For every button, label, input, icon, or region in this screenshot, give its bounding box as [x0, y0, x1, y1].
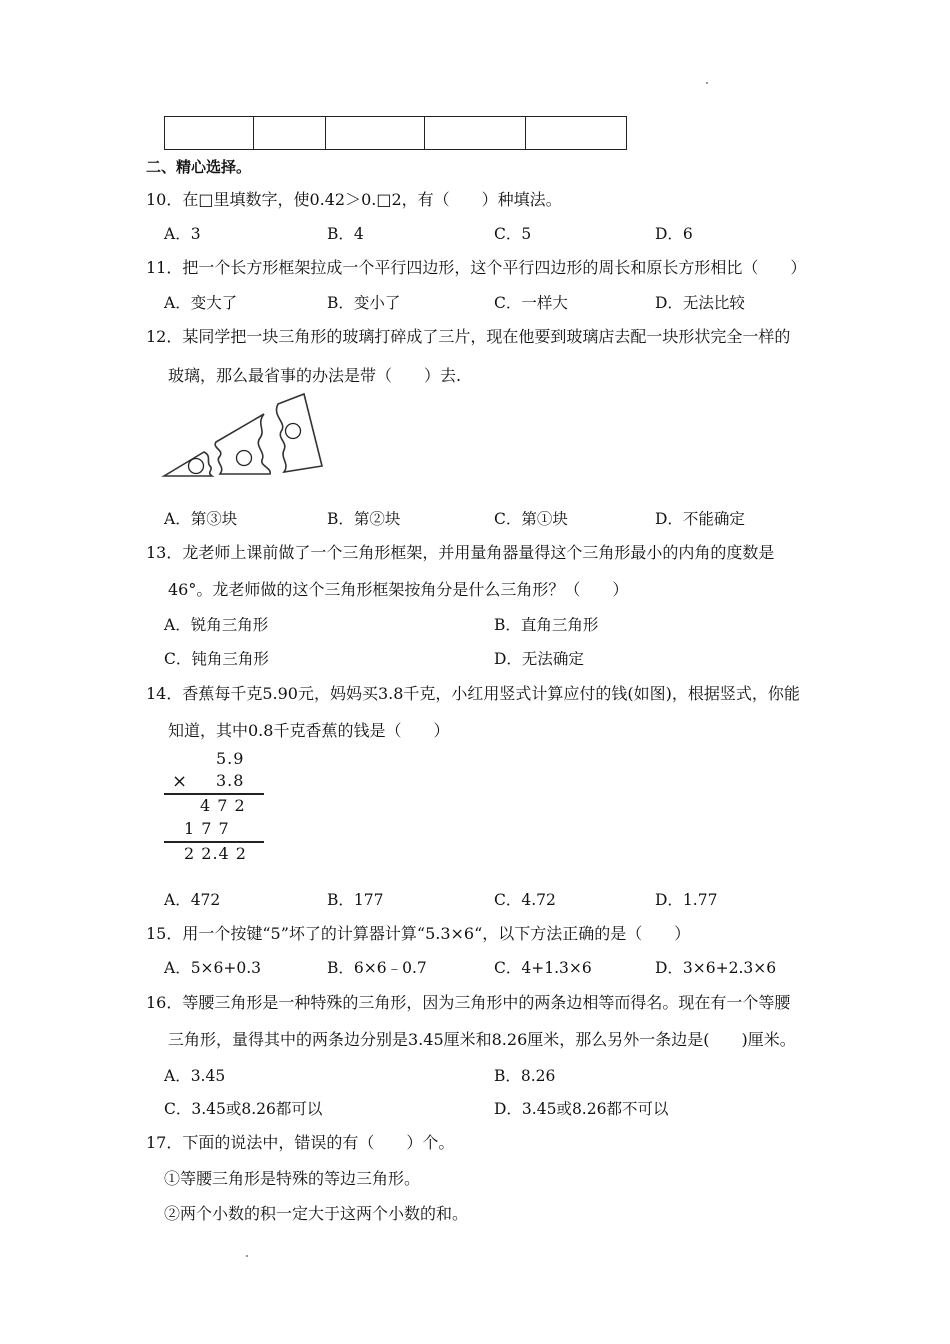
section-title: 二、精心选择。 — [146, 158, 252, 176]
q13-option-d[interactable]: D．无法确定 — [494, 650, 584, 668]
page-mark-dot — [706, 82, 708, 84]
question-11: 11．把一个长方形框架拉成一个平行四边形，这个平行四边形的周长和原长方形相比（ ） — [146, 258, 807, 277]
q15-option-b[interactable]: B．6×6﹣0.7 — [327, 959, 427, 977]
question-13-line1: 13．龙老师上课前做了一个三角形框架，并用量角器量得这个三角形最小的内角的度数是 — [146, 543, 775, 562]
question-14-line1: 14．香蕉每千克5.90元，妈妈买3.8千克，小红用竖式计算应付的钱(如图)，根据竖式，你能 — [146, 684, 800, 703]
q12-option-d[interactable]: D．不能确定 — [655, 510, 745, 528]
q12-option-c[interactable]: C．第①块 — [494, 510, 568, 528]
table-row — [165, 117, 627, 150]
q10-option-d[interactable]: D．6 — [655, 225, 693, 243]
q10-option-c[interactable]: C．5 — [494, 225, 532, 243]
calc-multiplier: 3.8 — [216, 771, 245, 790]
q11-option-b[interactable]: B．变小了 — [327, 294, 401, 312]
q14-option-d[interactable]: D．1.77 — [655, 891, 718, 909]
question-16-line2: 三角形，量得其中的两条边分别是3.45厘米和8.26厘米，那么另外一条边是( )厘米。 — [168, 1030, 796, 1049]
q10-option-b[interactable]: B．4 — [327, 225, 364, 243]
question-12-line1: 12．某同学把一块三角形的玻璃打碎成了三片，现在他要到玻璃店去配一块形状完全一样的 — [146, 327, 791, 346]
q16-option-d[interactable]: D．3.45或8.26都不可以 — [494, 1100, 669, 1118]
q16-option-b[interactable]: B．8.26 — [494, 1067, 556, 1085]
page-mark-dot — [246, 1255, 248, 1257]
q16-option-a[interactable]: A．3.45 — [164, 1067, 226, 1085]
calc-partial-1: 4 7 2 — [200, 796, 246, 815]
calc-partial-2: 1 7 7 — [184, 819, 230, 838]
calc-product: 2 2.4 2 — [184, 844, 247, 863]
table-cell — [165, 117, 254, 150]
table-cell — [326, 117, 425, 150]
calc-rule — [164, 793, 264, 795]
q15-option-a[interactable]: A．5×6+0.3 — [164, 959, 262, 977]
q14-option-b[interactable]: B．177 — [327, 891, 384, 909]
q14-option-a[interactable]: A．472 — [164, 891, 221, 909]
question-12-line2: 玻璃，那么最省事的办法是带（ ）去. — [168, 366, 462, 385]
q10-option-a[interactable]: A．3 — [164, 225, 201, 243]
q15-option-c[interactable]: C．4+1.3×6 — [494, 959, 592, 977]
q17-statement-2: ②两个小数的积一定大于这两个小数的和。 — [164, 1204, 469, 1223]
question-17: 17．下面的说法中，错误的有（ ）个。 — [146, 1133, 455, 1152]
q16-option-c[interactable]: C．3.45或8.26都可以 — [164, 1100, 323, 1118]
question-16-line1: 16．等腰三角形是一种特殊的三角形，因为三角形中的两条边相等而得名。现在有一个等腰 — [146, 993, 791, 1012]
q11-option-d[interactable]: D．无法比较 — [655, 294, 745, 312]
glass-piece-3 — [276, 394, 322, 472]
question-10: 10．在□里填数字，使0.42＞0.□2，有（ ）种填法。 — [146, 190, 562, 209]
table-cell — [425, 117, 526, 150]
q15-option-d[interactable]: D．3×6+2.3×6 — [655, 959, 777, 977]
calc-rule — [164, 841, 264, 843]
q11-option-a[interactable]: A．变大了 — [164, 294, 238, 312]
q17-statement-1: ①等腰三角形是特殊的等边三角形。 — [164, 1169, 421, 1188]
table-cell — [526, 117, 627, 150]
q13-option-b[interactable]: B．直角三角形 — [494, 616, 599, 634]
glass-piece-1 — [164, 452, 212, 476]
question-13-line2: 46°。龙老师做的这个三角形框架按角分是什么三角形？（ ） — [168, 580, 629, 599]
question-14-line2: 知道，其中0.8千克香蕉的钱是（ ） — [168, 721, 450, 740]
table-cell — [254, 117, 326, 150]
question-15: 15．用一个按键“5”坏了的计算器计算“5.3×6“，以下方法正确的是（ ） — [146, 924, 691, 943]
q12-option-b[interactable]: B．第②块 — [327, 510, 401, 528]
q13-option-a[interactable]: A．锐角三角形 — [164, 616, 269, 634]
q12-option-a[interactable]: A．第③块 — [164, 510, 238, 528]
q14-option-c[interactable]: C．4.72 — [494, 891, 556, 909]
calc-multiplicand: 5.9 — [216, 749, 245, 768]
broken-glass-figure — [160, 390, 330, 482]
q13-option-c[interactable]: C．钝角三角形 — [164, 650, 269, 668]
answer-table — [164, 116, 627, 150]
q11-option-c[interactable]: C．一样大 — [494, 294, 568, 312]
calc-times-sign: × — [172, 771, 189, 792]
